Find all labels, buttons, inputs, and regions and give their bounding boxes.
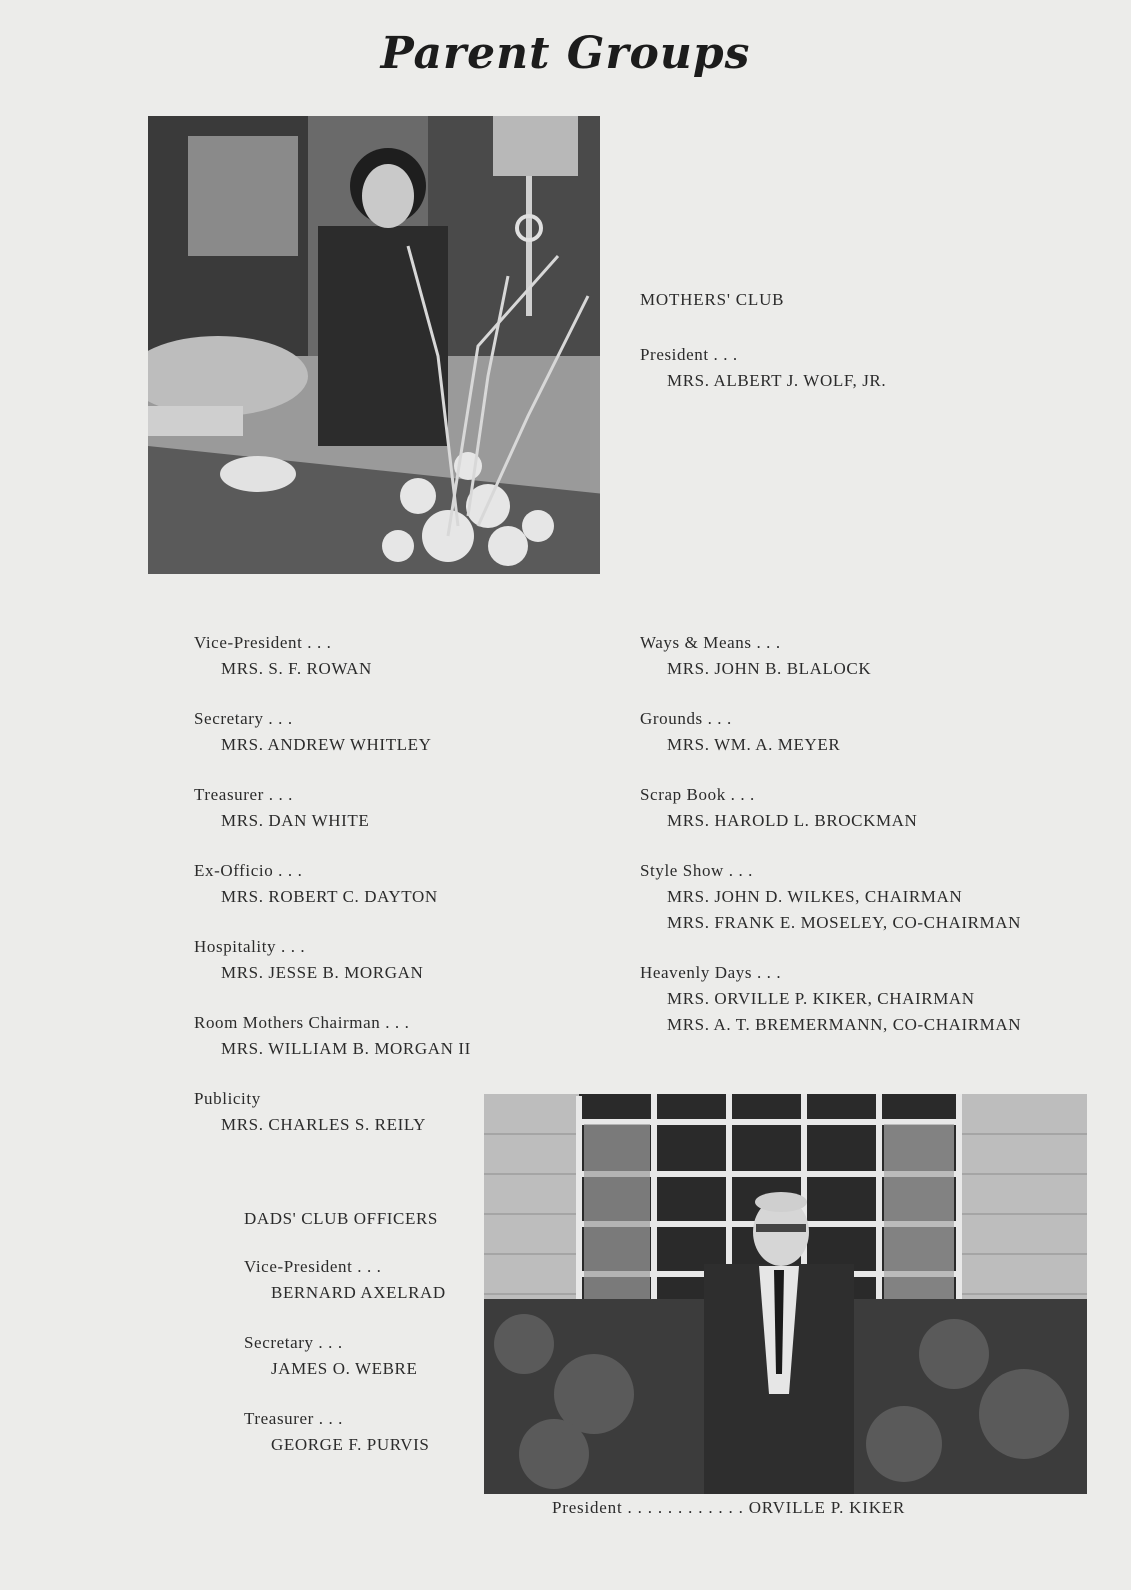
officer-role: Heavenly Days . . .	[640, 963, 782, 982]
officer-role: Publicity	[194, 1089, 261, 1108]
officer-entry	[194, 782, 471, 834]
officer-role: Style Show . . .	[640, 861, 754, 880]
page-title: Parent Groups	[380, 28, 751, 79]
officer-role: Treasurer . . .	[244, 1409, 344, 1428]
officer-name: MRS. JOHN B. BLALOCK	[667, 659, 872, 678]
officer-name: JAMES O. WEBRE	[271, 1359, 418, 1378]
mothers-club-heading: MOTHERS' CLUB	[640, 290, 785, 309]
officer-name: MRS. JESSE B. MORGAN	[221, 963, 424, 982]
officer-entry	[640, 630, 1021, 682]
officer-entry	[194, 1086, 471, 1138]
officer-entry	[194, 858, 471, 910]
officer-entry	[244, 1406, 446, 1458]
officer-role: Ways & Means . . .	[640, 633, 781, 652]
officer-entry	[194, 934, 471, 986]
officer-entry	[244, 1254, 446, 1306]
officer-role: Grounds . . .	[640, 709, 732, 728]
officer-role: Secretary . . .	[194, 709, 293, 728]
mothers-club-president-photo	[148, 116, 600, 574]
officer-name: MRS. A. T. BREMERMANN, CO-CHAIRMAN	[667, 1015, 1022, 1034]
officer-role: Secretary . . .	[244, 1333, 343, 1352]
officer-role: Ex-Officio . . .	[194, 861, 303, 880]
officer-name: MRS. ANDREW WHITLEY	[221, 735, 432, 754]
dads-club-president-caption: President . . . . . . . . . . . . ORVILLE P. KIKER	[552, 1498, 906, 1517]
officer-role: Treasurer . . .	[194, 785, 294, 804]
officer-name: GEORGE F. PURVIS	[271, 1435, 430, 1454]
officer-name: MRS. S. F. ROWAN	[221, 659, 372, 678]
officer-entry	[194, 706, 471, 758]
officer-name: MRS. ORVILLE P. KIKER, CHAIRMAN	[667, 989, 975, 1008]
officer-role: Hospitality . . .	[194, 937, 306, 956]
officer-name: MRS. FRANK E. MOSELEY, CO-CHAIRMAN	[667, 913, 1021, 932]
officer-entry	[640, 858, 1021, 936]
officer-name: MRS. WM. A. MEYER	[667, 735, 841, 754]
officer-role: Vice-President . . .	[194, 633, 332, 652]
officer-entry	[640, 706, 1021, 758]
officer-name: MRS. ROBERT C. DAYTON	[221, 887, 438, 906]
officer-role: Scrap Book . . .	[640, 785, 755, 804]
officer-entry	[194, 1010, 471, 1062]
officer-role: Room Mothers Chairman . . .	[194, 1013, 410, 1032]
mothers-club-left-officers	[194, 630, 471, 1162]
mothers-club-right-officers	[640, 630, 1021, 1062]
dads-club-section	[244, 1206, 446, 1482]
officer-role: Vice-President . . .	[244, 1257, 382, 1276]
officer-name: MRS. JOHN D. WILKES, CHAIRMAN	[667, 887, 963, 906]
dads-club-heading: DADS' CLUB OFFICERS	[244, 1209, 438, 1228]
officer-name: MRS. HAROLD L. BROCKMAN	[667, 811, 918, 830]
officer-entry	[640, 782, 1021, 834]
officer-name: MRS. DAN WHITE	[221, 811, 370, 830]
officer-entry	[640, 960, 1021, 1038]
officer-name: MRS. WILLIAM B. MORGAN II	[221, 1039, 471, 1058]
mothers-club-president	[640, 342, 886, 394]
officer-entry	[244, 1330, 446, 1382]
president-role: President . . .	[640, 345, 738, 364]
officer-name: MRS. CHARLES S. REILY	[221, 1115, 427, 1134]
officer-name: BERNARD AXELRAD	[271, 1283, 446, 1302]
officer-entry	[194, 630, 471, 682]
dads-club-president-photo	[484, 1094, 1087, 1494]
president-name: MRS. ALBERT J. WOLF, JR.	[667, 371, 887, 390]
